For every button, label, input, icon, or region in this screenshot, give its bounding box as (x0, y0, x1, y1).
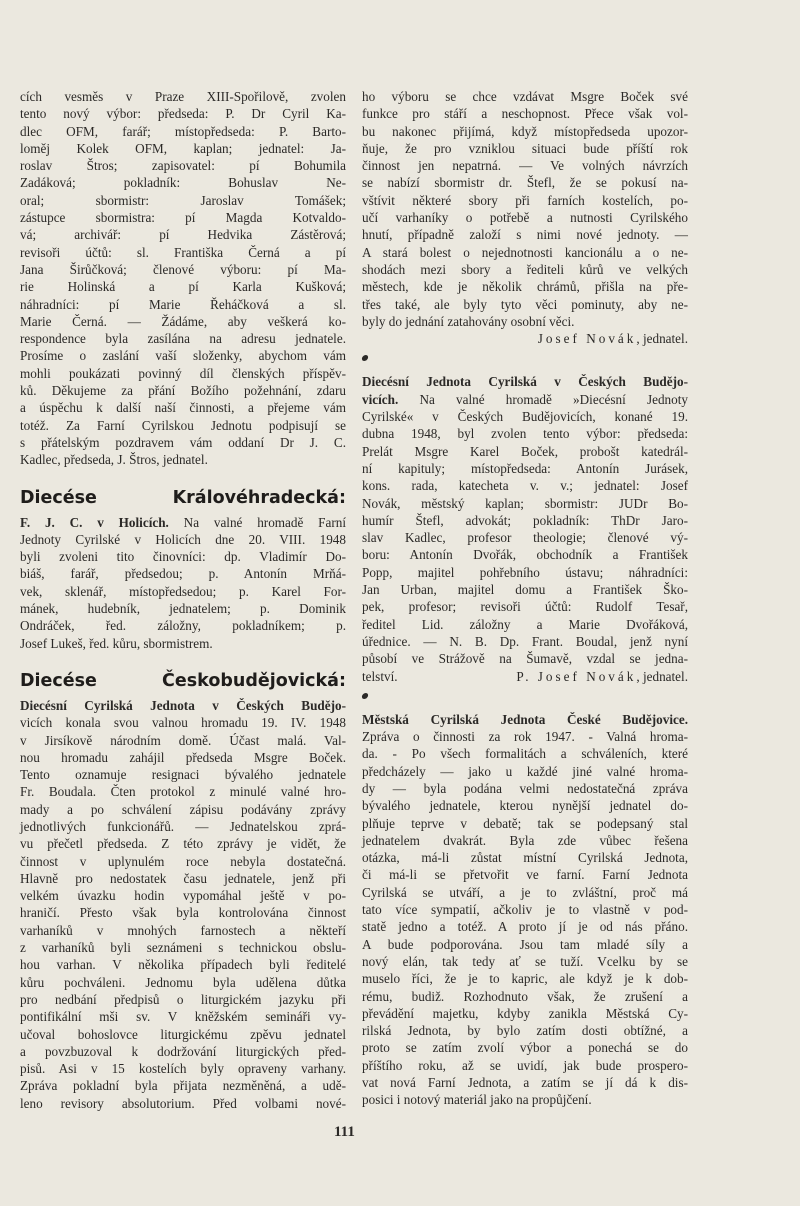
text-line: shodách mezi sbory a řediteli kůrů ve velkých (362, 261, 688, 277)
text-line: Cyrilská se utváří, a je to zvláštní, proč má (362, 884, 688, 900)
text-line: Ondráček, řed. záložny, pokladníkem; p. (20, 618, 346, 634)
text-line: Zpráva pokladní byla přijata nezměněná, a udě- (20, 1078, 346, 1094)
paragraph (362, 373, 688, 667)
text-line: ňuje, že pro vzniklou situaci bude příští rok (362, 140, 688, 156)
text-line: jednatelem dvakrát. Byla zde vůbec řešena (362, 832, 688, 848)
text-line: Prosíme o zaslání vaší složenky, abychom vám (20, 348, 346, 364)
signature (516, 668, 688, 685)
signature-line (362, 668, 688, 685)
text-line: muselo říci, že je to kapric, ale když je k dob- (362, 971, 688, 987)
text-line: velkém úvazku hodin vypomáhal ještě v po- (20, 888, 346, 904)
text-line: Zpráva o činnosti za rok 1947. - Valná hroma- (362, 729, 688, 745)
text-line: městech, kde je několik chrámů, přišla na pře- (362, 279, 688, 295)
text-line: cích vesměs v Praze XIII-Spořilově, zvolen (20, 89, 346, 104)
text-line: hou varhan. V několika případech byli ředitelé (20, 957, 346, 973)
text-line: Jednoty Cyrilské v Holicích dne 20. VIII. 1948 (20, 531, 346, 547)
run-in-heading: Diecésní Cyrilská Jednota v Českých Budějo- (20, 697, 346, 713)
text-line: varhaníků v mnohých farnostech a někteří (20, 922, 346, 938)
text-line: působí ve Strážově na Šumavě, vzdal se jedna- (362, 651, 688, 667)
text-line: A stará bolest o nejednotnosti kancionálu a o ne- (362, 244, 688, 260)
section-heading: Diecése Českobudějovická: (20, 670, 346, 691)
text-line (362, 391, 688, 408)
text-line: či má-li se přetvořit ve farní. Farní Jednota (362, 867, 688, 883)
text-line: mánek, hudebník, jednatelem; p. Dominik (20, 601, 346, 617)
page-number: 111 (334, 1124, 355, 1140)
bullet-icon (361, 355, 369, 361)
text-line: roslav Štros; zapisovatel: pí Bohumila (20, 158, 346, 174)
text-line: kůru pochváleni. Jednomu byla udělena důtka (20, 974, 346, 990)
text-line: a úspěchu k další naší činnosti, a přejeme vám (20, 400, 346, 416)
text-line: učí varhaníky o potřebě a nutnosti Cyrilského (362, 210, 688, 226)
text-line: kons. rada, katecheta v. v.; jednatel: Josef (362, 478, 688, 494)
signature-name: P. Josef Novák (516, 668, 637, 684)
left-column (20, 88, 346, 1112)
line-text: telství. (362, 668, 398, 684)
text-line: rilská Jednota, by bylo zatím dosti obtížné, a (362, 1023, 688, 1039)
run-in-heading: Městská Cyrilská Jednota České Budějovice. (362, 711, 688, 727)
paragraph (20, 88, 346, 469)
paragraph (20, 514, 346, 652)
text-line: ředitel Lid. záložny a Marie Dvořáková, (362, 616, 688, 632)
text-line: rie Holinská a pí Karla Kušková; (20, 279, 346, 295)
signature-name: Josef Novák (537, 331, 637, 347)
text-line: totéž. Za Farní Cyrilskou Jednotu podpisují se (20, 417, 346, 433)
text-line: plňuje teprve v debatě; tak se podepsaný stal (362, 815, 688, 831)
text-line: s přátelským pozdravem vám oddaní Dr J. C. (20, 434, 346, 450)
signature-role: , jednatel. (636, 668, 688, 684)
text-line: hraničí. Přesto však byla kontrolována činnost (20, 905, 346, 921)
text-line: A bude podporována. Jsou tam mladé síly a (362, 936, 688, 952)
signature (362, 330, 688, 347)
signature-role: , jednatel. (636, 331, 688, 347)
text-line: Tento oznamuje resignaci bývalého jednatele (20, 767, 346, 783)
text-line (20, 514, 346, 531)
text-line: Novák, městský kaplan; sbormistr: JUDr Bo- (362, 495, 688, 511)
text-line: funkce pro stáří a neschopnost. Přece však vol- (362, 106, 688, 122)
paragraph (362, 711, 688, 1109)
text-line: vat nová Farní Jednota, a zatím se jí dá k dis- (362, 1075, 688, 1091)
text-line: Josef Lukeš, řed. kůru, sbormistrem. (20, 635, 213, 651)
text-line: Kadlec, předseda, J. Štros, jednatel. (20, 452, 208, 468)
text-line: biáš, farář, předsedou; p. Antonín Mrňá- (20, 566, 346, 582)
text-line: nou hromadu zahájil předseda Msgre Boček. (20, 749, 346, 765)
text-line: bývalého jednatele, kterou nynější jednatel do- (362, 798, 688, 814)
text-line: dlec OFM, farář; místopředseda: P. Barto- (20, 123, 346, 139)
text-line: zástupce sbormistra: pí Magda Kotvaldo- (20, 210, 346, 226)
text-line: činnost v uplynulém roce nebyla dostatečná. (20, 853, 346, 869)
text-line: Marie Černá. — Žádáme, aby veškerá ko- (20, 313, 346, 329)
text-line: rému, budiž. Rozhodnuto však, že zrušení a (362, 988, 688, 1004)
text-line: Cyrilské« v Českých Budějovicích, konané 19. (362, 409, 688, 425)
paragraph (20, 697, 346, 1112)
text-line: Hlavně pro nedostatek času jednatele, jenž při (20, 870, 346, 886)
text-line: a povzbuzoval k dodržování liturgických před- (20, 1043, 346, 1059)
text-line: Fr. Boudala. Čten protokol z minulé valné hro- (20, 784, 346, 800)
run-in-heading: Diecésní Jednota Cyrilská v Českých Budějo- (362, 374, 688, 390)
text-line: leno revisory absolutorium. Před volbami nové- (20, 1095, 346, 1111)
text-line: byli zvoleni tito činovníci: dp. Vladimír Do- (20, 549, 346, 565)
text-line: humír Štefl, advokát; pokladník: ThDr Jaro- (362, 512, 688, 528)
text-line: posici i notový materiál jako na propůjčení. (362, 1092, 592, 1108)
text-line: Popp, majitel pohřebního ústavu; náhradníci: (362, 564, 688, 580)
text-line: úřednice. — N. B. Dp. Frant. Boudal, jenž nyní (362, 633, 688, 649)
text-line: da. - Po všech formalitách a schváleních, které (362, 746, 688, 762)
text-line: pek, profesor; revisoři účtů: Rudolf Tesař, (362, 599, 688, 615)
text-line: předcházely — jako u každé jiné valné hroma- (362, 763, 688, 779)
text-line: proto se zatím zvolí výbor a ponechá se do (362, 1040, 688, 1056)
text-line (362, 711, 688, 728)
text-line: respondence byla zasílána na adresu jednatele. (20, 331, 346, 347)
text-line: oral; sbormistr: Jaroslav Tomášek; (20, 192, 346, 208)
text-line: činnost jen nepatrná. — Ve volných návrzích (362, 158, 688, 174)
run-in-heading: F. J. C. v Holicích. (20, 514, 169, 530)
text-line: mady a po schválení zápisu podávány zprávy (20, 801, 346, 817)
text-line: Jana Širůčková; členové výboru: pí Ma- (20, 261, 346, 277)
text-line: učoval bohoslovce liturgickému zpěvu jednatel (20, 1026, 346, 1042)
text-line: vicích konala svou valnou hromadu 19. IV. 1948 (20, 715, 346, 731)
paragraph (362, 88, 688, 330)
bullet-icon (361, 693, 369, 699)
text-line: pisů. Asi v 15 kostelích byly opraveny varhany. (20, 1061, 346, 1077)
text-line: slav Kadlec, profesor theologie; členové vý- (362, 530, 688, 546)
line-text: Na valné hromadě Farní (168, 514, 346, 530)
text-line: Zadáková; pokladník: Bohuslav Ne- (20, 175, 346, 191)
text-line: statě jedno a totéž. A proto jí je od nás přáno. (362, 919, 688, 935)
text-line: bu nakonec přijímá, když místopředseda upozor- (362, 123, 688, 139)
text-line: třes také, ale byly tyto věci pominuty, aby ne- (362, 296, 688, 312)
text-line: dy — byla podána velmi nedostatečná zpráva (362, 780, 688, 796)
text-line: tento nový výbor: předseda: P. Dr Cyril Ka- (20, 106, 346, 122)
text-line: ho výboru se chce vzdávat Msgre Boček své (362, 89, 688, 104)
text-line: vá; archivář: pí Hedvika Zástěrová; (20, 227, 346, 243)
text-line: Jan Urban, majitel domu a František Ško- (362, 582, 688, 598)
text-line: v Jirsíkově národním domě. Účast malá. Val- (20, 732, 346, 748)
text-line: tato více sympatií, ačkoliv je to vlastně v pod- (362, 902, 688, 918)
line-text: Na valné hromadě »Diecésní Jednoty (398, 391, 688, 407)
bullet-wrap (362, 685, 688, 711)
text-line: se nabízí sbormistr dr. Štefl, že se pokusí na- (362, 175, 688, 191)
text-line: hnutí, případně založí s nimi nové jednoty. — (362, 227, 688, 243)
text-line: příštího roku, až se uvidí, jak bude prospero- (362, 1057, 688, 1073)
text-line: ků. Děkujeme za přání Božího požehnání, zdaru (20, 383, 346, 399)
text-line: mohli poukázati povinný díl členských příspěv- (20, 365, 346, 381)
right-column (362, 88, 688, 1109)
text-line (362, 373, 688, 390)
text-line: byly do jednání zatahovány osobní věci. (362, 313, 575, 329)
text-line: převádění majetku, kdyby zanikla Městská Cy- (362, 1005, 688, 1021)
text-line: z varhaníků byli seznámeni s technickou obslu- (20, 940, 346, 956)
text-line: vek, sklenář, místopředsedou; p. Karel For- (20, 583, 346, 599)
text-line: loměj Kolek OFM, kaplan; jednatel: Ja- (20, 140, 346, 156)
text-line: boru: Antonín Dvořák, obchodník a František (362, 547, 688, 563)
text-line: vu přečetl předseda. Z této zprávy je vidět, že (20, 836, 346, 852)
text-line (20, 697, 346, 714)
text-line: otázka, má-li zůstat místní Cyrilská Jednota, (362, 850, 688, 866)
text-line: nový elán, tak tedy ať se tuží. Vcelku by se (362, 953, 688, 969)
text-line: pro nedbání předpisů o liturgickém jazyku při (20, 991, 346, 1007)
text-line: jednotlivých funkcionářů. — Jednatelskou zprá- (20, 818, 346, 834)
text-line: pontifikální mši sv. V kněžském semináři vy- (20, 1009, 346, 1025)
run-in-heading-end: vicích. (362, 391, 399, 407)
text-line: revisoři účtů: sl. Františka Černá a pí (20, 244, 346, 260)
text-line: Prelát Msgre Karel Boček, probošt katedrál- (362, 443, 688, 459)
text-line: ní kapituly; místopředseda: Antonín Jurásek, (362, 460, 688, 476)
text-line: dubna 1948, byl zvolen tento výbor: předseda: (362, 426, 688, 442)
section-heading: Diecése Královéhradecká: (20, 487, 346, 508)
text-line: vštívit některé sbory při farních kostelích, po- (362, 192, 688, 208)
text-line: náhradníci: pí Marie Řeháčková a sl. (20, 296, 346, 312)
bullet-wrap (362, 347, 688, 373)
